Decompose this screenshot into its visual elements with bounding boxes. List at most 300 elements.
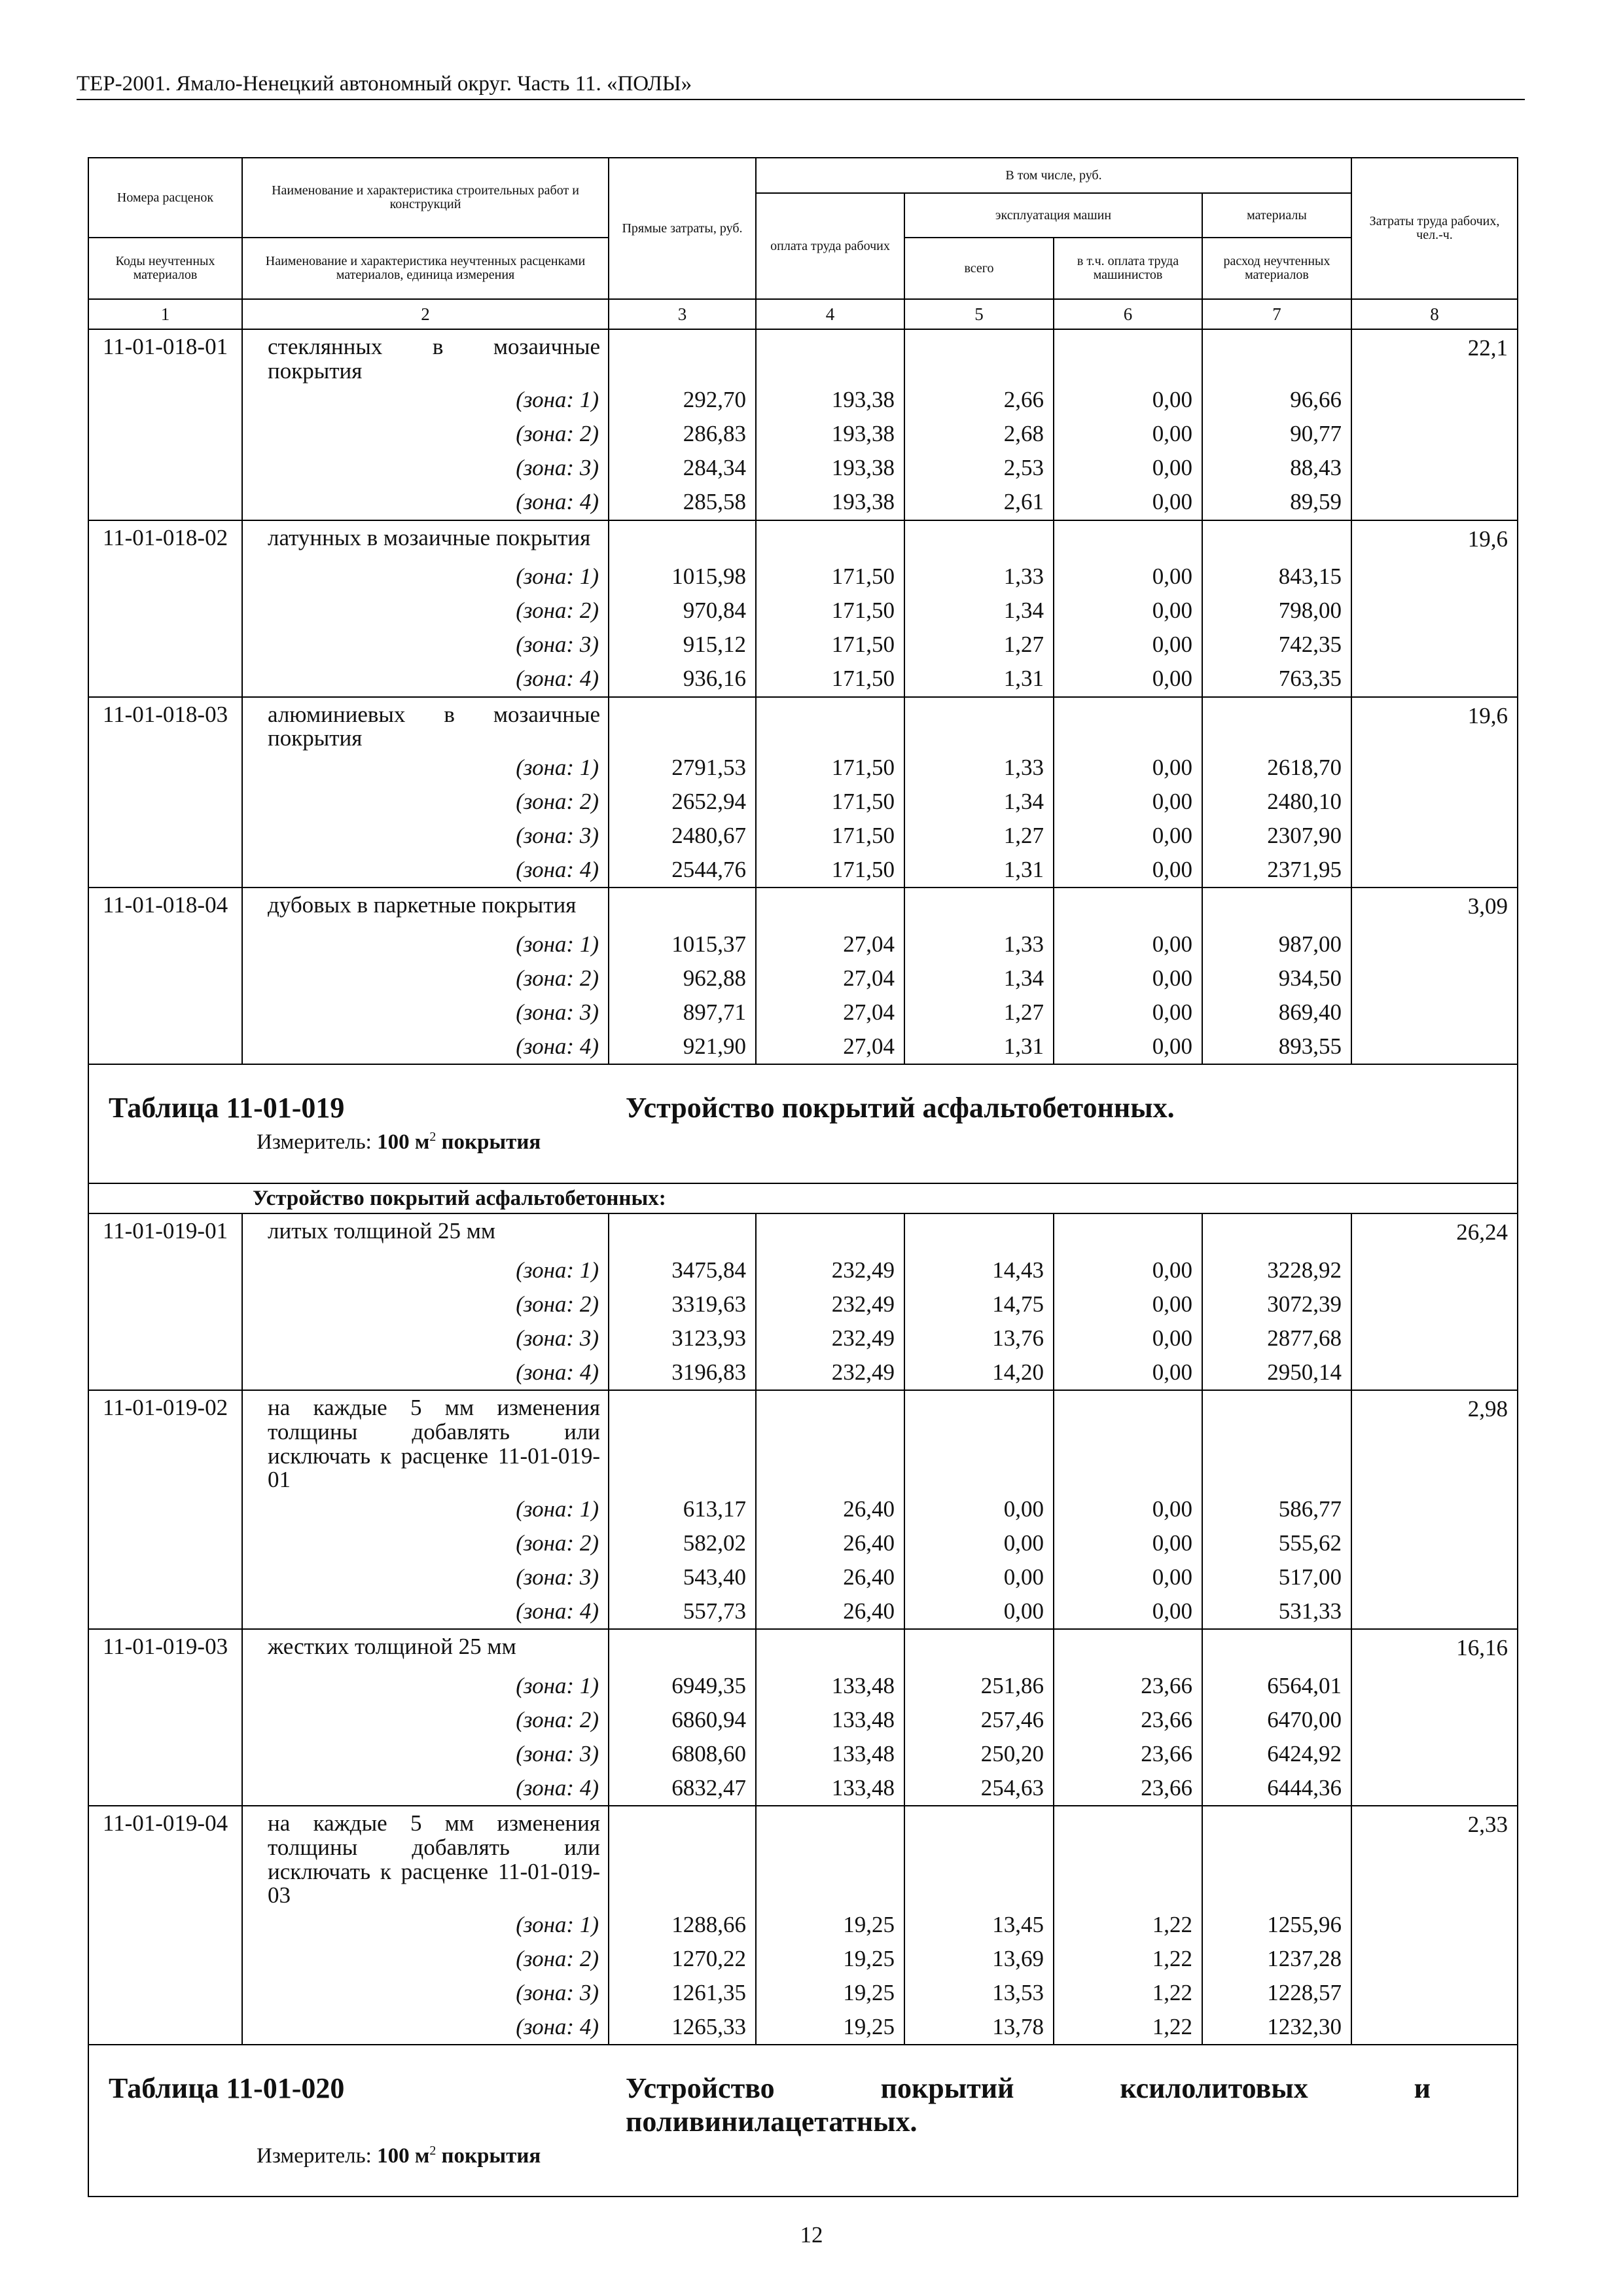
group-header: В том числе, руб. [756, 158, 1351, 193]
zone-row [88, 927, 1518, 961]
value-cell: 285,58 [609, 486, 756, 520]
zone-row [88, 853, 1518, 888]
value-cell: 897,71 [609, 996, 756, 1030]
value-cell: 232,49 [756, 1321, 904, 1355]
col-number: 2 [242, 299, 609, 329]
value-cell: 96,66 [1202, 384, 1351, 418]
col-number: 6 [1054, 299, 1202, 329]
value-cell: 2791,53 [609, 751, 756, 785]
value-cell: 13,78 [904, 2010, 1054, 2045]
value-cell: 613,17 [609, 1492, 756, 1526]
entry-description: алюминиевых в мозаичные покрытия [242, 697, 609, 751]
value-cell: 893,55 [1202, 1030, 1351, 1064]
value-cell: 0,00 [1054, 1594, 1202, 1629]
value-cell: 254,63 [904, 1771, 1054, 1806]
value-cell: 1,34 [904, 961, 1054, 996]
zone-row [88, 452, 1518, 486]
value-cell: 232,49 [756, 1355, 904, 1390]
measure-sup: 2 [429, 1130, 437, 1144]
table-number: Таблица 11-01-019 [109, 1092, 345, 1124]
entry-code: 11-01-019-04 [88, 1806, 242, 2045]
value-cell: 6808,60 [609, 1737, 756, 1771]
col-number: 7 [1202, 299, 1351, 329]
value-cell: 0,00 [1054, 486, 1202, 520]
col1-top-header: Номера расценок [88, 158, 242, 238]
value-cell: 1,34 [904, 785, 1054, 819]
value-cell: 193,38 [756, 486, 904, 520]
value-cell: 0,00 [1054, 1492, 1202, 1526]
value-cell: 6424,92 [1202, 1737, 1351, 1771]
value-cell: 13,76 [904, 1321, 1054, 1355]
entry-header-row [88, 697, 1518, 751]
entry-header-row [88, 1806, 1518, 1908]
value-cell: 1237,28 [1202, 1942, 1351, 1976]
measure-value: 100 м [377, 2144, 430, 2168]
entry-labor: 2,33 [1351, 1806, 1518, 2045]
col-number: 1 [88, 299, 242, 329]
entry-labor: 3,09 [1351, 888, 1518, 1064]
value-cell: 88,43 [1202, 452, 1351, 486]
value-cell: 0,00 [1054, 1321, 1202, 1355]
value-cell: 23,66 [1054, 1771, 1202, 1806]
value-cell: 0,00 [1054, 1560, 1202, 1594]
value-cell: 0,00 [1054, 628, 1202, 662]
zone-label: (зона: 2) [242, 594, 609, 628]
value-cell: 1,31 [904, 1030, 1054, 1064]
zone-row [88, 1976, 1518, 2010]
value-cell: 1,27 [904, 996, 1054, 1030]
table-019-title-cell [88, 1064, 1518, 1183]
measure-label: Измеритель: [257, 1130, 372, 1154]
entry-labor: 19,6 [1351, 520, 1518, 697]
value-cell: 0,00 [1054, 853, 1202, 888]
zone-row [88, 418, 1518, 452]
zone-row [88, 594, 1518, 628]
value-cell: 2,53 [904, 452, 1054, 486]
zone-label: (зона: 3) [242, 628, 609, 662]
entry-header-row [88, 888, 1518, 927]
entry-description: на каждые 5 мм изменения толщины добавлять или исключать к расценке 11-01-019-03 [242, 1806, 609, 1908]
value-cell: 921,90 [609, 1030, 756, 1064]
value-cell: 14,43 [904, 1253, 1054, 1287]
entry-code: 11-01-019-01 [88, 1213, 242, 1390]
zone-label: (зона: 1) [242, 927, 609, 961]
zone-row [88, 1492, 1518, 1526]
value-cell: 0,00 [1054, 662, 1202, 697]
value-cell: 23,66 [1054, 1669, 1202, 1703]
value-cell: 517,00 [1202, 1560, 1351, 1594]
col2-top-header: Наименование и характеристика строительных работ и конструкций [242, 158, 609, 238]
value-cell: 1261,35 [609, 1976, 756, 2010]
zone-row [88, 1669, 1518, 1703]
value-cell: 0,00 [1054, 452, 1202, 486]
value-cell: 171,50 [756, 785, 904, 819]
value-cell: 0,00 [1054, 1030, 1202, 1064]
value-cell: 1232,30 [1202, 2010, 1351, 2045]
value-cell: 2371,95 [1202, 853, 1351, 888]
value-cell: 2950,14 [1202, 1355, 1351, 1390]
value-cell: 2877,68 [1202, 1321, 1351, 1355]
entry-description: латунных в мозаичные покрытия [242, 520, 609, 560]
col-number: 8 [1351, 299, 1518, 329]
value-cell: 0,00 [1054, 594, 1202, 628]
zone-row [88, 1737, 1518, 1771]
entry-description: литых толщиной 25 мм [242, 1213, 609, 1253]
value-cell: 0,00 [1054, 1287, 1202, 1321]
entry-description: стеклянных в мозаичные покрытия [242, 329, 609, 384]
value-cell: 3228,92 [1202, 1253, 1351, 1287]
zone-label: (зона: 1) [242, 1908, 609, 1942]
col8-header: Затраты труда рабочих, чел.-ч. [1351, 158, 1518, 299]
entry-labor: 26,24 [1351, 1213, 1518, 1390]
zone-row [88, 996, 1518, 1030]
entry-header-row [88, 1390, 1518, 1492]
value-cell: 171,50 [756, 819, 904, 853]
value-cell: 543,40 [609, 1560, 756, 1594]
entry-description: дубовых в паркетные покрытия [242, 888, 609, 927]
value-cell: 89,59 [1202, 486, 1351, 520]
measure-tail: покрытия [441, 1130, 541, 1154]
value-cell: 133,48 [756, 1771, 904, 1806]
value-cell: 1228,57 [1202, 1976, 1351, 2010]
value-cell: 1015,37 [609, 927, 756, 961]
zone-label: (зона: 1) [242, 1253, 609, 1287]
zone-row [88, 1526, 1518, 1560]
value-cell: 3072,39 [1202, 1287, 1351, 1321]
table-020-title-block [88, 2045, 1518, 2197]
col-number: 4 [756, 299, 904, 329]
value-cell: 586,77 [1202, 1492, 1351, 1526]
table-head [88, 158, 1518, 329]
entry-description: на каждые 5 мм изменения толщины добавлять или исключать к расценке 11-01-019-01 [242, 1390, 609, 1492]
value-cell: 232,49 [756, 1253, 904, 1287]
zone-row [88, 1594, 1518, 1629]
value-cell: 171,50 [756, 560, 904, 594]
value-cell: 2652,94 [609, 785, 756, 819]
value-cell: 0,00 [1054, 1526, 1202, 1560]
value-cell: 798,00 [1202, 594, 1351, 628]
entry-header-row [88, 329, 1518, 384]
col-number: 3 [609, 299, 756, 329]
zone-row [88, 1908, 1518, 1942]
value-cell: 171,50 [756, 662, 904, 697]
entry-labor: 2,98 [1351, 1390, 1518, 1629]
col-number: 5 [904, 299, 1054, 329]
col4-header: оплата труда рабочих [756, 193, 904, 299]
value-cell: 171,50 [756, 751, 904, 785]
zone-row [88, 560, 1518, 594]
value-cell: 3319,63 [609, 1287, 756, 1321]
value-cell: 23,66 [1054, 1703, 1202, 1737]
entry-code: 11-01-018-01 [88, 329, 242, 520]
value-cell: 1,33 [904, 560, 1054, 594]
value-cell: 171,50 [756, 628, 904, 662]
zone-row [88, 785, 1518, 819]
entry-code: 11-01-018-03 [88, 697, 242, 888]
zone-label: (зона: 3) [242, 819, 609, 853]
value-cell: 582,02 [609, 1526, 756, 1560]
measure-value: 100 м [377, 1130, 430, 1154]
zone-label: (зона: 2) [242, 1526, 609, 1560]
col6-header: в т.ч. оплата труда машинистов [1054, 238, 1202, 299]
entry-labor: 19,6 [1351, 697, 1518, 888]
value-cell: 1,22 [1054, 1976, 1202, 2010]
col2-bottom-header: Наименование и характеристика неучтенных расценками материалов, единица измерения [242, 238, 609, 299]
value-cell: 970,84 [609, 594, 756, 628]
value-cell: 19,25 [756, 2010, 904, 2045]
value-cell: 1015,98 [609, 560, 756, 594]
zone-label: (зона: 3) [242, 1560, 609, 1594]
value-cell: 6832,47 [609, 1771, 756, 1806]
value-cell: 0,00 [904, 1560, 1054, 1594]
value-cell: 1288,66 [609, 1908, 756, 1942]
value-cell: 2544,76 [609, 853, 756, 888]
zone-row [88, 628, 1518, 662]
value-cell: 257,46 [904, 1703, 1054, 1737]
zone-label: (зона: 4) [242, 486, 609, 520]
col5-header: всего [904, 238, 1054, 299]
zone-label: (зона: 3) [242, 452, 609, 486]
value-cell: 0,00 [1054, 819, 1202, 853]
value-cell: 2618,70 [1202, 751, 1351, 785]
value-cell: 869,40 [1202, 996, 1351, 1030]
value-cell: 0,00 [1054, 384, 1202, 418]
zone-row [88, 1942, 1518, 1976]
group-019 [88, 1213, 1518, 2045]
value-cell: 2480,67 [609, 819, 756, 853]
value-cell: 6564,01 [1202, 1669, 1351, 1703]
value-cell: 14,75 [904, 1287, 1054, 1321]
value-cell: 284,34 [609, 452, 756, 486]
value-cell: 0,00 [1054, 418, 1202, 452]
page-header: ТЕР-2001. Ямало-Ненецкий автономный округ. Часть 11. «ПОЛЫ» [77, 73, 1525, 100]
value-cell: 1255,96 [1202, 1908, 1351, 1942]
value-cell: 133,48 [756, 1669, 904, 1703]
value-cell: 1265,33 [609, 2010, 756, 2045]
group-018 [88, 329, 1518, 1064]
value-cell: 13,53 [904, 1976, 1054, 2010]
zone-row [88, 384, 1518, 418]
value-cell: 26,40 [756, 1526, 904, 1560]
value-cell: 232,49 [756, 1287, 904, 1321]
value-cell: 0,00 [904, 1594, 1054, 1629]
value-cell: 0,00 [1054, 785, 1202, 819]
value-cell: 555,62 [1202, 1526, 1351, 1560]
value-cell: 3196,83 [609, 1355, 756, 1390]
zone-label: (зона: 2) [242, 1703, 609, 1737]
zone-label: (зона: 2) [242, 1942, 609, 1976]
value-cell: 19,25 [756, 1976, 904, 2010]
value-cell: 0,00 [1054, 560, 1202, 594]
value-cell: 1,34 [904, 594, 1054, 628]
zone-label: (зона: 2) [242, 961, 609, 996]
measure-tail: покрытия [441, 2144, 541, 2168]
zone-label: (зона: 4) [242, 2010, 609, 2045]
value-cell: 133,48 [756, 1703, 904, 1737]
table-title: Устройство покрытий асфальтобетонных. [626, 1092, 1175, 1124]
col3-header: Прямые затраты, руб. [609, 158, 756, 299]
entry-labor: 22,1 [1351, 329, 1518, 520]
value-cell: 193,38 [756, 418, 904, 452]
zone-row [88, 1355, 1518, 1390]
value-cell: 6444,36 [1202, 1771, 1351, 1806]
value-cell: 286,83 [609, 418, 756, 452]
value-cell: 1,31 [904, 853, 1054, 888]
materials-header: материалы [1202, 193, 1351, 238]
zone-row [88, 1030, 1518, 1064]
entry-description: жестких толщиной 25 мм [242, 1629, 609, 1669]
zone-label: (зона: 4) [242, 662, 609, 697]
value-cell: 763,35 [1202, 662, 1351, 697]
value-cell: 6860,94 [609, 1703, 756, 1737]
value-cell: 3123,93 [609, 1321, 756, 1355]
table-measure [257, 1130, 1508, 1155]
page-number: 12 [800, 2222, 823, 2248]
entry-code: 11-01-018-02 [88, 520, 242, 697]
value-cell: 0,00 [1054, 961, 1202, 996]
table-measure [257, 2144, 1508, 2168]
zone-row [88, 751, 1518, 785]
value-cell: 6470,00 [1202, 1703, 1351, 1737]
value-cell: 987,00 [1202, 927, 1351, 961]
value-cell: 23,66 [1054, 1737, 1202, 1771]
value-cell: 292,70 [609, 384, 756, 418]
value-cell: 6949,35 [609, 1669, 756, 1703]
value-cell: 19,25 [756, 1908, 904, 1942]
value-cell: 1,27 [904, 819, 1054, 853]
value-cell: 171,50 [756, 853, 904, 888]
value-cell: 962,88 [609, 961, 756, 996]
zone-label: (зона: 2) [242, 1287, 609, 1321]
value-cell: 26,40 [756, 1492, 904, 1526]
table-title: Устройство покрытий ксилолитовых и поливинилацетатных. [626, 2072, 1431, 2138]
value-cell: 27,04 [756, 996, 904, 1030]
value-cell: 13,45 [904, 1908, 1054, 1942]
zone-row [88, 1321, 1518, 1355]
subheader-row: Устройство покрытий асфальтобетонных: [88, 1183, 1518, 1213]
table-020-title-cell [88, 2045, 1518, 2197]
value-cell: 557,73 [609, 1594, 756, 1629]
zone-label: (зона: 4) [242, 1030, 609, 1064]
value-cell: 742,35 [1202, 628, 1351, 662]
zone-row [88, 1771, 1518, 1806]
value-cell: 1,22 [1054, 1908, 1202, 1942]
value-cell: 915,12 [609, 628, 756, 662]
value-cell: 27,04 [756, 1030, 904, 1064]
value-cell: 26,40 [756, 1594, 904, 1629]
zone-label: (зона: 3) [242, 1737, 609, 1771]
zone-label: (зона: 2) [242, 418, 609, 452]
col1-bottom-header: Коды неучтенных материалов [88, 238, 242, 299]
value-cell: 0,00 [904, 1492, 1054, 1526]
value-cell: 1,33 [904, 751, 1054, 785]
zone-label: (зона: 1) [242, 751, 609, 785]
zone-label: (зона: 1) [242, 384, 609, 418]
value-cell: 2480,10 [1202, 785, 1351, 819]
zone-row [88, 1560, 1518, 1594]
value-cell: 1,31 [904, 662, 1054, 697]
zone-row [88, 2010, 1518, 2045]
zone-label: (зона: 1) [242, 1492, 609, 1526]
entry-code: 11-01-019-02 [88, 1390, 242, 1629]
zone-row [88, 1703, 1518, 1737]
zone-row [88, 1287, 1518, 1321]
table-019-title-block [88, 1064, 1518, 1183]
entry-header-row [88, 520, 1518, 560]
entry-code: 11-01-018-04 [88, 888, 242, 1064]
value-cell: 934,50 [1202, 961, 1351, 996]
value-cell: 3475,84 [609, 1253, 756, 1287]
value-cell: 250,20 [904, 1737, 1054, 1771]
zone-row [88, 1253, 1518, 1287]
value-cell: 2,61 [904, 486, 1054, 520]
value-cell: 0,00 [1054, 751, 1202, 785]
value-cell: 27,04 [756, 961, 904, 996]
value-cell: 2,66 [904, 384, 1054, 418]
entry-header-row [88, 1629, 1518, 1669]
zone-label: (зона: 3) [242, 996, 609, 1030]
value-cell: 0,00 [904, 1526, 1054, 1560]
measure-sup: 2 [429, 2144, 437, 2158]
measure-label: Измеритель: [257, 2144, 372, 2168]
zone-label: (зона: 4) [242, 1355, 609, 1390]
entry-labor: 16,16 [1351, 1629, 1518, 1806]
zone-label: (зона: 4) [242, 853, 609, 888]
value-cell: 1,33 [904, 927, 1054, 961]
value-cell: 936,16 [609, 662, 756, 697]
value-cell: 133,48 [756, 1737, 904, 1771]
value-cell: 27,04 [756, 927, 904, 961]
zone-label: (зона: 1) [242, 1669, 609, 1703]
zone-row [88, 819, 1518, 853]
entry-header-row [88, 1213, 1518, 1253]
zone-row [88, 662, 1518, 697]
value-cell: 193,38 [756, 452, 904, 486]
value-cell: 0,00 [1054, 1253, 1202, 1287]
value-cell: 0,00 [1054, 1355, 1202, 1390]
value-cell: 14,20 [904, 1355, 1054, 1390]
table-019-subheader [88, 1183, 1518, 1213]
zone-label: (зона: 2) [242, 785, 609, 819]
entry-code: 11-01-019-03 [88, 1629, 242, 1806]
value-cell: 843,15 [1202, 560, 1351, 594]
zone-label: (зона: 4) [242, 1771, 609, 1806]
value-cell: 1,22 [1054, 2010, 1202, 2045]
zone-label: (зона: 1) [242, 560, 609, 594]
zone-label: (зона: 3) [242, 1976, 609, 2010]
value-cell: 0,00 [1054, 927, 1202, 961]
price-table [88, 157, 1517, 2197]
machines-header: эксплуатация машин [904, 193, 1202, 238]
value-cell: 1270,22 [609, 1942, 756, 1976]
value-cell: 13,69 [904, 1942, 1054, 1976]
value-cell: 2,68 [904, 418, 1054, 452]
value-cell: 171,50 [756, 594, 904, 628]
value-cell: 26,40 [756, 1560, 904, 1594]
value-cell: 251,86 [904, 1669, 1054, 1703]
value-cell: 19,25 [756, 1942, 904, 1976]
zone-row [88, 486, 1518, 520]
zone-row [88, 961, 1518, 996]
value-cell: 90,77 [1202, 418, 1351, 452]
zone-label: (зона: 4) [242, 1594, 609, 1629]
table-number: Таблица 11-01-020 [109, 2072, 345, 2104]
value-cell: 1,27 [904, 628, 1054, 662]
value-cell: 0,00 [1054, 996, 1202, 1030]
value-cell: 193,38 [756, 384, 904, 418]
zone-label: (зона: 3) [242, 1321, 609, 1355]
value-cell: 2307,90 [1202, 819, 1351, 853]
